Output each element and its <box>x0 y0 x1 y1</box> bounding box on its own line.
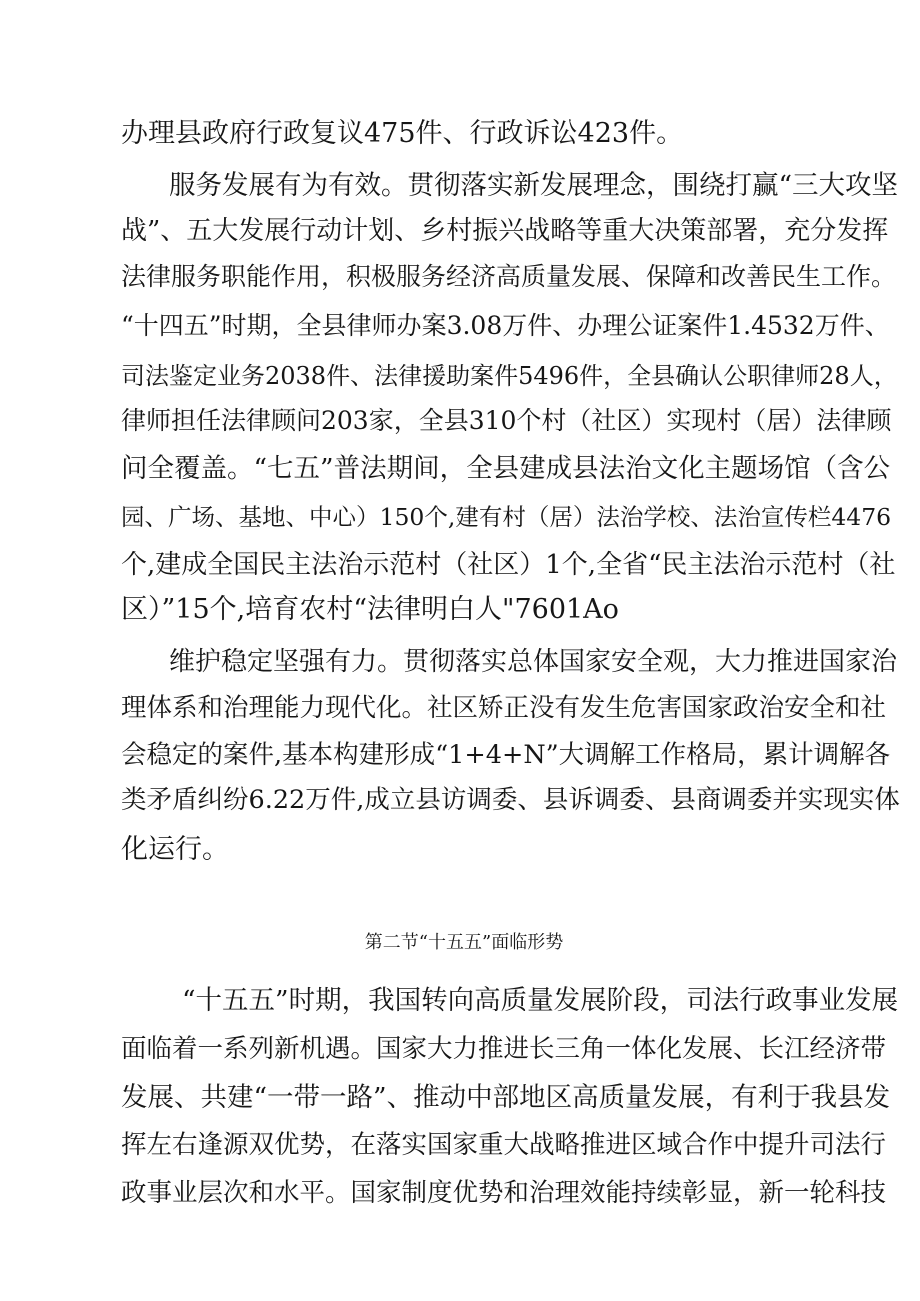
body-text-line: 司法鉴定业务2038件、法律援助案件5496件，全县确认公职律师28人， <box>121 362 898 390</box>
body-text-line: 园、广场、基地、中心）150个,建有村（居）法治学校、法治宣传栏4476 <box>121 503 892 531</box>
body-text-line: 类矛盾纠纷6.22万件,成立县访调委、县诉调委、县商调委并实现实体 <box>121 785 900 815</box>
paragraph-service-development: 服务发展有为有效。贯彻落实新发展理念，围绕打赢“三大攻坚 <box>169 170 899 201</box>
body-text-line: 会稳定的案件,基本构建形成“1+4+N”大调解工作格局，累计调解各 <box>121 740 891 770</box>
body-text-line: 面临着一系列新机遇。国家大力推进长三角一体化发展、长江经济带 <box>121 1034 887 1064</box>
body-text-line: 区）”15个,培育农村“法律明白人"7601Ao <box>121 594 619 625</box>
paragraph-15th-five-year: “十五五”时期，我国转向高质量发展阶段，司法行政事业发展 <box>182 985 899 1016</box>
body-text-line: 律师担任法律顾问203家，全县310个村（社区）实现村（居）法律顾 <box>121 406 892 435</box>
body-text-line: 问全覆盖。“七五”普法期间，全县建成县法治文化主题场馆（含公 <box>121 453 891 484</box>
body-text-line: 理体系和治理能力现代化。社区矫正没有发生危害国家政治安全和社 <box>121 693 887 723</box>
body-text-line: 挥左右逢源双优势，在落实国家重大战略推进区域合作中提升司法行 <box>121 1130 887 1160</box>
body-text-line: 办理县政府行政复议475件、行政诉讼423件。 <box>121 118 684 149</box>
body-text-line: 政事业层次和水平。国家制度优势和治理效能持续彰显，新一轮科技 <box>121 1178 887 1208</box>
body-text-line: “十四五”时期，全县律师办案3.08万件、办理公证案件1.4532万件、 <box>121 311 890 340</box>
body-text-line: 个,建成全国民主法治示范村（社区）1个,全省“民主法治示范村（社 <box>121 550 896 580</box>
body-text-line: 法律服务职能作用，积极服务经济高质量发展、保障和改善民生工作。 <box>121 262 897 291</box>
body-text-line: 战”、五大发展行动计划、乡村振兴战略等重大决策部署，充分发挥 <box>121 216 889 246</box>
section-heading: 第二节“十五五”面临形势 <box>364 932 564 953</box>
body-text-line: 发展、共建“一带一路”、推动中部地区高质量发展，有利于我县发 <box>121 1082 891 1113</box>
body-text-line: 化运行。 <box>121 834 229 865</box>
paragraph-maintain-stability: 维护稳定坚强有力。贯彻落实总体国家安全观，大力推进国家治 <box>169 647 898 677</box>
